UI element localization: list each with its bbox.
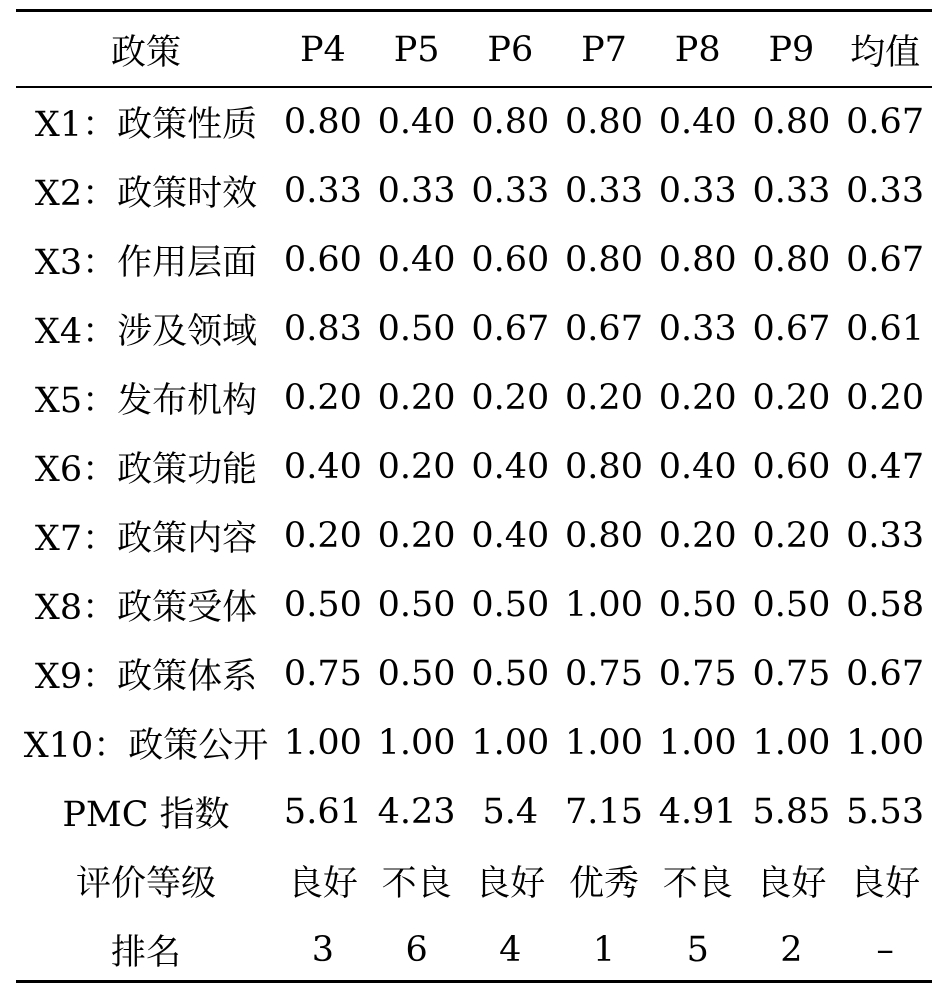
table-cell: 0.50 xyxy=(377,308,456,349)
rank-cell: – xyxy=(876,929,894,970)
table-cell: 0.60 xyxy=(471,239,550,280)
table-row xyxy=(16,432,932,501)
table-cell: 0.47 xyxy=(846,446,925,487)
grade-cell: 良好 xyxy=(475,863,546,904)
table-cell: 1.00 xyxy=(377,722,456,763)
table-cell: 0.33 xyxy=(752,170,831,211)
table-cell: 0.60 xyxy=(283,239,362,280)
table-cell: 0.80 xyxy=(752,101,831,142)
table-cell: 0.67 xyxy=(846,239,925,280)
table-row xyxy=(16,156,932,225)
table-cell: 1.00 xyxy=(658,722,737,763)
grade-cell: 不良 xyxy=(381,863,452,904)
header-mean: 均值 xyxy=(850,32,921,73)
table-cell: 0.50 xyxy=(377,653,456,694)
table-cell: 0.20 xyxy=(752,377,831,418)
grade-cell: 良好 xyxy=(287,863,358,904)
pmc-cell: 4.91 xyxy=(658,791,737,832)
row-label: X1：政策性质 xyxy=(34,104,258,145)
row-label: X5：发布机构 xyxy=(34,380,258,421)
header-p9: P9 xyxy=(768,29,815,70)
pmc-cell: 4.23 xyxy=(377,791,456,832)
rank-row xyxy=(16,915,932,984)
header-p7: P7 xyxy=(581,29,627,70)
row-label: X4：涉及领域 xyxy=(34,311,258,352)
grade-cell: 良好 xyxy=(850,863,921,904)
table-row xyxy=(16,363,932,432)
table-cell: 0.33 xyxy=(658,170,737,211)
table-cell: 0.75 xyxy=(565,653,643,694)
header-p8: P8 xyxy=(674,29,721,70)
table-cell: 0.80 xyxy=(565,101,643,142)
table-cell: 0.60 xyxy=(752,446,831,487)
table-cell: 0.75 xyxy=(283,653,362,694)
rank-cell: 3 xyxy=(311,929,335,970)
table-cell: 0.20 xyxy=(283,377,362,418)
table-row xyxy=(16,639,932,708)
table-cell: 0.33 xyxy=(565,170,643,211)
table-cell: 0.50 xyxy=(471,653,550,694)
table-cell: 0.50 xyxy=(377,584,456,625)
table-row xyxy=(16,294,932,363)
table-row xyxy=(16,570,932,639)
row-label: X10：政策公开 xyxy=(23,725,269,766)
table-cell: 0.40 xyxy=(377,239,456,280)
table-cell: 0.40 xyxy=(658,101,737,142)
header-p4: P4 xyxy=(299,29,346,70)
table-cell: 0.80 xyxy=(565,239,643,280)
table-cell: 1.00 xyxy=(471,722,550,763)
table-cell: 1.00 xyxy=(752,722,831,763)
pmc-cell: 5.61 xyxy=(283,791,362,832)
row-label: X9：政策体系 xyxy=(34,656,258,697)
grade-cell: 不良 xyxy=(662,863,733,904)
row-label: X6：政策功能 xyxy=(34,449,258,490)
table-row xyxy=(16,87,932,156)
table-cell: 0.58 xyxy=(846,584,925,625)
pmc-cell: 7.15 xyxy=(565,791,643,832)
table-cell: 0.40 xyxy=(658,446,737,487)
row-label: X7：政策内容 xyxy=(34,518,258,559)
table-cell: 0.83 xyxy=(283,308,362,349)
header-p6: P6 xyxy=(487,29,534,70)
table-cell: 0.40 xyxy=(471,446,550,487)
table-cell: 0.33 xyxy=(846,515,925,556)
table-cell: 0.20 xyxy=(377,515,456,556)
table-cell: 0.20 xyxy=(658,377,737,418)
pmc-label: PMC 指数 xyxy=(62,794,230,835)
rank-cell: 1 xyxy=(592,929,616,970)
rank-cell: 6 xyxy=(405,929,428,970)
pmc-row xyxy=(16,777,932,846)
pmc-cell: 5.85 xyxy=(752,791,831,832)
table-cell: 0.67 xyxy=(752,308,831,349)
table-cell: 0.20 xyxy=(283,515,362,556)
row-label: X2：政策时效 xyxy=(34,173,258,214)
table-body xyxy=(16,87,932,984)
row-label: X3：作用层面 xyxy=(34,242,258,283)
rank-cell: 5 xyxy=(686,929,709,970)
header-policy: 政策 xyxy=(111,32,182,73)
table-cell: 0.80 xyxy=(752,239,831,280)
table-cell: 0.20 xyxy=(752,515,831,556)
rank-cell: 4 xyxy=(499,929,522,970)
table-cell: 1.00 xyxy=(846,722,925,763)
table-cell: 0.50 xyxy=(283,584,362,625)
grade-cell: 良好 xyxy=(756,863,827,904)
table-cell: 0.67 xyxy=(565,308,643,349)
table-cell: 0.20 xyxy=(471,377,550,418)
grade-row xyxy=(16,846,932,915)
table-cell: 0.20 xyxy=(377,446,456,487)
table-cell: 0.20 xyxy=(565,377,643,418)
table-cell: 0.20 xyxy=(658,515,737,556)
pmc-cell: 5.4 xyxy=(482,791,539,832)
pmc-index-table xyxy=(16,12,932,984)
table-cell: 0.61 xyxy=(846,308,925,349)
table-cell: 0.40 xyxy=(283,446,362,487)
table-cell: 0.20 xyxy=(377,377,456,418)
table-cell: 0.33 xyxy=(377,170,456,211)
table-cell: 0.67 xyxy=(471,308,550,349)
table-cell: 1.00 xyxy=(565,722,643,763)
header-p5: P5 xyxy=(393,29,440,70)
table-cell: 0.33 xyxy=(658,308,737,349)
table-cell: 0.67 xyxy=(846,653,925,694)
table-cell: 0.67 xyxy=(846,101,925,142)
row-label: X8：政策受体 xyxy=(34,587,258,628)
table-cell: 0.80 xyxy=(565,515,643,556)
table-cell: 0.80 xyxy=(471,101,550,142)
table-cell: 0.75 xyxy=(752,653,831,694)
table-header-row xyxy=(16,12,932,87)
table-cell: 1.00 xyxy=(565,584,643,625)
table-row xyxy=(16,501,932,570)
table-cell: 0.33 xyxy=(471,170,550,211)
table-cell: 0.80 xyxy=(565,446,643,487)
table-row xyxy=(16,708,932,777)
rank-cell: 2 xyxy=(780,929,803,970)
table-cell: 0.40 xyxy=(471,515,550,556)
grade-cell: 优秀 xyxy=(569,863,640,904)
grade-label: 评价等级 xyxy=(76,863,217,904)
table-cell: 0.33 xyxy=(846,170,925,211)
table-cell: 1.00 xyxy=(283,722,362,763)
table-cell: 0.40 xyxy=(377,101,456,142)
pmc-cell: 5.53 xyxy=(846,791,925,832)
table-cell: 0.20 xyxy=(846,377,925,418)
table-cell: 0.50 xyxy=(471,584,550,625)
rank-label: 排名 xyxy=(111,932,182,973)
table-cell: 0.33 xyxy=(283,170,362,211)
table-row xyxy=(16,225,932,294)
table-cell: 0.80 xyxy=(658,239,737,280)
table-cell: 0.75 xyxy=(658,653,737,694)
table-cell: 0.50 xyxy=(658,584,737,625)
table-cell: 0.50 xyxy=(752,584,831,625)
table-cell: 0.80 xyxy=(283,101,362,142)
